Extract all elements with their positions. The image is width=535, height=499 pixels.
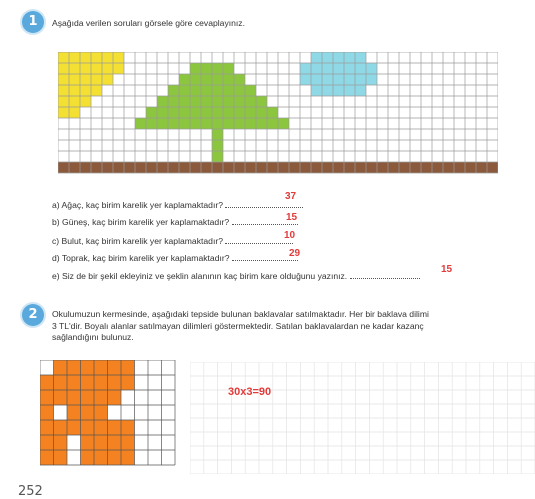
cloud-cell	[366, 63, 377, 74]
soil-cell	[179, 162, 190, 173]
tree-cell	[201, 96, 212, 107]
unsold-baklava-cell	[108, 360, 122, 375]
soil-cell	[58, 162, 69, 173]
unsold-baklava-cell	[81, 390, 95, 405]
cloud-cell	[311, 63, 322, 74]
unsold-baklava-cell	[121, 420, 135, 435]
sun-cell	[69, 96, 80, 107]
unsold-baklava-cell	[94, 360, 108, 375]
sun-cell	[91, 63, 102, 74]
sun-cell	[80, 52, 91, 63]
unsold-baklava-cell	[40, 375, 54, 390]
tree-cell	[157, 96, 168, 107]
sun-cell	[69, 85, 80, 96]
unsold-baklava-cell	[108, 375, 122, 390]
answer-1d: 29	[289, 248, 301, 259]
cloud-cell	[344, 52, 355, 63]
cloud-cell	[333, 52, 344, 63]
sun-cell	[69, 107, 80, 118]
answer-1a: 37	[285, 191, 297, 202]
tree-cell	[245, 118, 256, 129]
unsold-baklava-cell	[121, 450, 135, 465]
sun-cell	[102, 52, 113, 63]
tree-cell	[190, 118, 201, 129]
tree-cell	[234, 74, 245, 85]
cloud-cell	[322, 74, 333, 85]
unsold-baklava-cell	[121, 435, 135, 450]
tree-trunk-cell	[212, 151, 223, 162]
question-2-number: 2	[22, 304, 44, 326]
cloud-cell	[355, 74, 366, 85]
soil-cell	[69, 162, 80, 173]
unsold-baklava-cell	[54, 360, 68, 375]
unsold-baklava-cell	[54, 375, 68, 390]
sun-cell	[58, 107, 69, 118]
sun-cell	[69, 74, 80, 85]
unsold-baklava-cell	[94, 390, 108, 405]
tree-cell	[201, 74, 212, 85]
unsold-baklava-cell	[67, 360, 81, 375]
question-2-line-1: Okulumuzun kermesinde, aşağıdaki tepside bulunan baklavalar satılmaktadır. Her bir baklava dilimi	[52, 309, 429, 319]
cloud-cell	[355, 63, 366, 74]
unsold-baklava-cell	[121, 360, 135, 375]
unsold-baklava-cell	[81, 450, 95, 465]
tree-cell	[234, 118, 245, 129]
tree-cell	[168, 85, 179, 96]
unsold-baklava-cell	[81, 405, 95, 420]
unsold-baklava-cell	[94, 435, 108, 450]
soil-cell	[377, 162, 388, 173]
unsold-baklava-cell	[94, 375, 108, 390]
cloud-cell	[311, 85, 322, 96]
tree-cell	[135, 118, 146, 129]
tree-cell	[190, 96, 201, 107]
question-1e	[52, 271, 420, 281]
soil-cell	[157, 162, 168, 173]
tree-cell	[212, 107, 223, 118]
tree-cell	[201, 85, 212, 96]
tree-cell	[245, 107, 256, 118]
unsold-baklava-cell	[94, 420, 108, 435]
unsold-baklava-cell	[40, 450, 54, 465]
soil-cell	[168, 162, 179, 173]
soil-cell	[421, 162, 432, 173]
cloud-cell	[344, 85, 355, 96]
tree-cell	[168, 96, 179, 107]
soil-cell	[190, 162, 201, 173]
unsold-baklava-cell	[67, 390, 81, 405]
tree-cell	[168, 107, 179, 118]
work-area-grid-lines	[190, 362, 535, 474]
unsold-baklava-cell	[81, 435, 95, 450]
soil-cell	[366, 162, 377, 173]
answer-line-1e	[350, 272, 420, 279]
tree-cell	[201, 107, 212, 118]
cloud-cell	[300, 74, 311, 85]
tree-cell	[190, 107, 201, 118]
tree-trunk-cell	[212, 129, 223, 140]
question-1a-text: a) Ağaç, kaç birim karelik yer kaplamaktadır?	[52, 200, 223, 210]
soil-cell	[476, 162, 487, 173]
unsold-baklava-cell	[54, 450, 68, 465]
tree-cell	[267, 118, 278, 129]
tree-cell	[212, 74, 223, 85]
sun-cell	[80, 96, 91, 107]
tree-cell	[179, 85, 190, 96]
soil-cell	[487, 162, 498, 173]
sun-cell	[113, 63, 124, 74]
soil-cell	[410, 162, 421, 173]
picture-grid-lines	[58, 52, 498, 173]
tree-cell	[223, 118, 234, 129]
question-1c	[52, 236, 293, 246]
soil-cell	[256, 162, 267, 173]
sun-cell	[58, 85, 69, 96]
tree-cell	[190, 85, 201, 96]
soil-cell	[146, 162, 157, 173]
answer-line-1d	[232, 254, 298, 261]
tree-trunk-cell	[212, 140, 223, 151]
question-1c-text: c) Bulut, kaç birim karelik yer kaplamaktadır?	[52, 236, 223, 246]
answer-1b: 15	[286, 212, 298, 223]
cloud-cell	[355, 85, 366, 96]
question-1b	[52, 217, 298, 227]
soil-cell	[322, 162, 333, 173]
sun-cell	[102, 74, 113, 85]
sun-cell	[58, 96, 69, 107]
question-1d-text: d) Toprak, kaç birim karelik yer kaplamaktadır?	[52, 253, 230, 263]
tree-cell	[223, 96, 234, 107]
unsold-baklava-cell	[67, 405, 81, 420]
soil-cell	[267, 162, 278, 173]
tree-cell	[179, 118, 190, 129]
unsold-baklava-cell	[81, 375, 95, 390]
soil-cell	[300, 162, 311, 173]
tree-cell	[146, 118, 157, 129]
work-area-grid	[190, 362, 535, 474]
tree-cell	[245, 85, 256, 96]
tree-cell	[146, 107, 157, 118]
sun-cell	[113, 52, 124, 63]
soil-cell	[124, 162, 135, 173]
tree-cell	[267, 107, 278, 118]
question-1a	[52, 200, 303, 210]
soil-cell	[201, 162, 212, 173]
unsold-baklava-cell	[81, 360, 95, 375]
tree-cell	[212, 96, 223, 107]
sun-cell	[58, 63, 69, 74]
cloud-cell	[344, 63, 355, 74]
tree-cell	[256, 96, 267, 107]
tree-cell	[234, 107, 245, 118]
soil-cell	[91, 162, 102, 173]
unsold-baklava-cell	[108, 450, 122, 465]
tree-cell	[190, 74, 201, 85]
sun-cell	[80, 85, 91, 96]
question-2-line-3: sağlandığını bulunuz.	[52, 332, 134, 342]
soil-cell	[311, 162, 322, 173]
soil-cell	[135, 162, 146, 173]
question-1e-text: e) Siz de bir şekil ekleyiniz ve şeklin alanının kaç birim kare olduğunu yazınız.	[52, 271, 348, 281]
soil-cell	[355, 162, 366, 173]
unsold-baklava-cell	[94, 450, 108, 465]
cloud-cell	[322, 63, 333, 74]
tree-cell	[223, 63, 234, 74]
work-answer: 30x3=90	[228, 386, 272, 398]
unsold-baklava-cell	[54, 420, 68, 435]
unsold-baklava-cell	[108, 435, 122, 450]
question-2-text	[52, 309, 514, 344]
cloud-cell	[300, 63, 311, 74]
cloud-cell	[344, 74, 355, 85]
question-1b-text: b) Güneş, kaç birim karelik yer kaplamaktadır?	[52, 217, 230, 227]
tree-cell	[201, 63, 212, 74]
tree-cell	[256, 118, 267, 129]
sun-cell	[80, 74, 91, 85]
soil-cell	[289, 162, 300, 173]
tree-cell	[245, 96, 256, 107]
unsold-baklava-cell	[40, 405, 54, 420]
tree-cell	[234, 85, 245, 96]
answer-1e: 15	[441, 264, 453, 275]
cloud-cell	[322, 52, 333, 63]
soil-cell	[454, 162, 465, 173]
soil-cell	[388, 162, 399, 173]
soil-cell	[234, 162, 245, 173]
soil-cell	[80, 162, 91, 173]
area-grid-picture	[58, 52, 498, 174]
soil-cell	[465, 162, 476, 173]
unsold-baklava-cell	[40, 390, 54, 405]
sun-cell	[102, 63, 113, 74]
tree-cell	[179, 74, 190, 85]
unsold-baklava-cell	[121, 375, 135, 390]
sun-cell	[91, 85, 102, 96]
tree-cell	[212, 85, 223, 96]
soil-cell	[443, 162, 454, 173]
question-2-line-2: 3 TL'dir. Boyalı alanlar satılmayan dilimleri göstermektedir. Satılan baklavalardan ne kadar kazanç	[52, 320, 424, 331]
unsold-baklava-cell	[81, 420, 95, 435]
sun-cell	[58, 52, 69, 63]
tree-cell	[190, 63, 201, 74]
unsold-baklava-cell	[54, 390, 68, 405]
answer-1c: 10	[284, 230, 296, 241]
unsold-baklava-cell	[40, 420, 54, 435]
unsold-baklava-cell	[54, 435, 68, 450]
tree-cell	[278, 118, 289, 129]
unsold-baklava-cell	[108, 420, 122, 435]
question-1d	[52, 253, 298, 263]
soil-cell	[399, 162, 410, 173]
cloud-cell	[366, 74, 377, 85]
page-number: 252	[18, 484, 43, 499]
cloud-cell	[322, 85, 333, 96]
tree-cell	[168, 118, 179, 129]
soil-cell	[212, 162, 223, 173]
question-1-number: 1	[22, 11, 44, 33]
sun-cell	[80, 63, 91, 74]
soil-cell	[278, 162, 289, 173]
sun-cell	[91, 74, 102, 85]
soil-cell	[102, 162, 113, 173]
tree-cell	[223, 74, 234, 85]
answer-line-1a	[225, 201, 303, 208]
tree-cell	[157, 107, 168, 118]
tree-cell	[223, 85, 234, 96]
tree-cell	[212, 63, 223, 74]
tree-cell	[179, 107, 190, 118]
sun-cell	[91, 52, 102, 63]
soil-cell	[245, 162, 256, 173]
cloud-cell	[333, 74, 344, 85]
unsold-baklava-cell	[67, 420, 81, 435]
tree-cell	[223, 107, 234, 118]
unsold-baklava-cell	[108, 390, 122, 405]
cloud-cell	[355, 52, 366, 63]
soil-cell	[223, 162, 234, 173]
cloud-cell	[311, 74, 322, 85]
tree-cell	[256, 107, 267, 118]
unsold-baklava-cell	[67, 375, 81, 390]
tree-cell	[179, 96, 190, 107]
soil-cell	[344, 162, 355, 173]
tree-cell	[201, 118, 212, 129]
tree-cell	[157, 118, 168, 129]
cloud-cell	[311, 52, 322, 63]
cloud-cell	[333, 85, 344, 96]
cloud-cell	[333, 63, 344, 74]
tree-cell	[212, 118, 223, 129]
baklava-tray-grid	[40, 360, 180, 470]
sun-cell	[69, 52, 80, 63]
unsold-baklava-cell	[94, 405, 108, 420]
unsold-baklava-cell	[40, 435, 54, 450]
soil-cell	[333, 162, 344, 173]
soil-cell	[113, 162, 124, 173]
sun-cell	[58, 74, 69, 85]
tree-cell	[234, 96, 245, 107]
sun-cell	[69, 63, 80, 74]
question-1-instruction: Aşağıda verilen soruları görsele göre cevaplayınız.	[52, 18, 245, 28]
soil-cell	[432, 162, 443, 173]
